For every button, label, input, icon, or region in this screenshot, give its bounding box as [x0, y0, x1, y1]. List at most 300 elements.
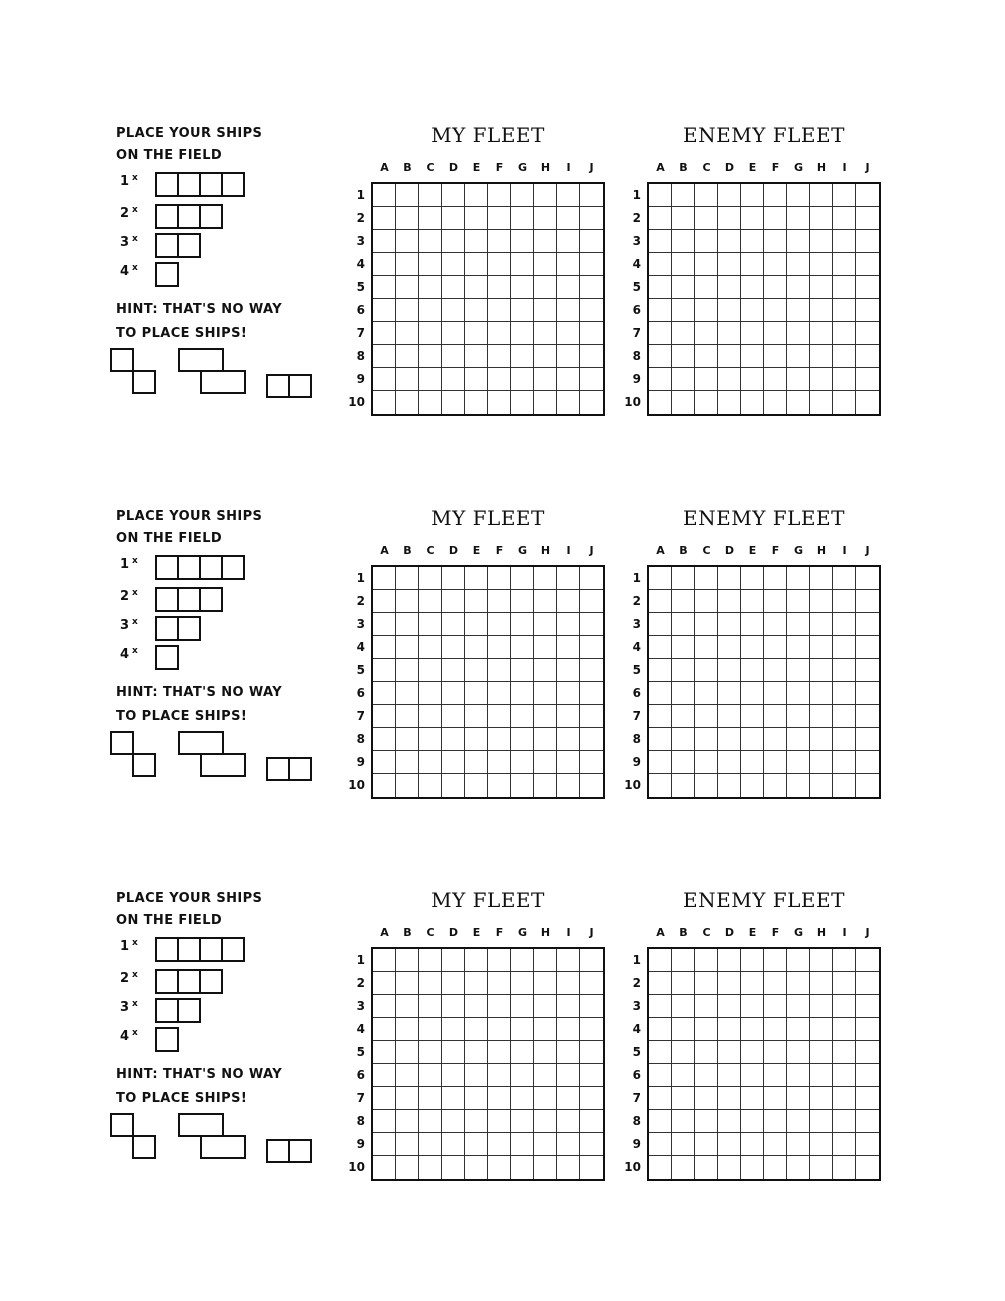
grid-cell[interactable]	[672, 322, 695, 345]
grid-cell[interactable]	[672, 1110, 695, 1133]
grid-cell[interactable]	[488, 391, 511, 414]
grid-cell[interactable]	[511, 276, 534, 299]
grid-cell[interactable]	[833, 636, 856, 659]
grid-cell[interactable]	[465, 253, 488, 276]
grid-cell[interactable]	[511, 1110, 534, 1133]
grid-cell[interactable]	[580, 751, 603, 774]
grid-cell[interactable]	[764, 774, 787, 797]
grid-cell[interactable]	[465, 949, 488, 972]
grid-cell[interactable]	[534, 1087, 557, 1110]
grid-cell[interactable]	[810, 682, 833, 705]
grid-cell[interactable]	[534, 949, 557, 972]
grid-cell[interactable]	[649, 184, 672, 207]
grid-cell[interactable]	[695, 682, 718, 705]
grid-cell[interactable]	[810, 590, 833, 613]
grid-cell[interactable]	[534, 567, 557, 590]
grid-cell[interactable]	[580, 1110, 603, 1133]
grid-cell[interactable]	[534, 682, 557, 705]
grid-cell[interactable]	[741, 590, 764, 613]
grid-cell[interactable]	[373, 276, 396, 299]
grid-cell[interactable]	[649, 636, 672, 659]
grid-cell[interactable]	[373, 567, 396, 590]
grid-cell[interactable]	[810, 705, 833, 728]
grid-cell[interactable]	[810, 299, 833, 322]
grid-cell[interactable]	[488, 184, 511, 207]
grid-cell[interactable]	[741, 1110, 764, 1133]
grid-cell[interactable]	[534, 705, 557, 728]
grid-cell[interactable]	[396, 391, 419, 414]
grid-cell[interactable]	[649, 705, 672, 728]
grid-cell[interactable]	[810, 368, 833, 391]
grid-cell[interactable]	[580, 972, 603, 995]
grid-cell[interactable]	[810, 567, 833, 590]
grid-cell[interactable]	[810, 1041, 833, 1064]
grid-cell[interactable]	[672, 705, 695, 728]
grid-cell[interactable]	[695, 728, 718, 751]
grid-cell[interactable]	[511, 949, 534, 972]
grid-cell[interactable]	[649, 1156, 672, 1179]
grid-cell[interactable]	[672, 636, 695, 659]
grid-cell[interactable]	[787, 705, 810, 728]
grid-cell[interactable]	[741, 322, 764, 345]
grid-cell[interactable]	[373, 253, 396, 276]
grid-cell[interactable]	[534, 972, 557, 995]
grid-cell[interactable]	[764, 728, 787, 751]
grid-cell[interactable]	[419, 1087, 442, 1110]
grid-cell[interactable]	[695, 207, 718, 230]
grid-cell[interactable]	[511, 774, 534, 797]
grid-cell[interactable]	[534, 751, 557, 774]
grid-cell[interactable]	[718, 230, 741, 253]
grid-cell[interactable]	[741, 613, 764, 636]
grid-cell[interactable]	[695, 949, 718, 972]
grid-cell[interactable]	[373, 1133, 396, 1156]
grid-cell[interactable]	[718, 682, 741, 705]
grid-cell[interactable]	[373, 751, 396, 774]
grid-cell[interactable]	[787, 1156, 810, 1179]
grid-cell[interactable]	[534, 368, 557, 391]
grid-cell[interactable]	[396, 299, 419, 322]
grid-cell[interactable]	[833, 613, 856, 636]
grid-cell[interactable]	[787, 774, 810, 797]
grid-cell[interactable]	[787, 995, 810, 1018]
grid-cell[interactable]	[856, 1133, 879, 1156]
grid-cell[interactable]	[833, 972, 856, 995]
grid-cell[interactable]	[764, 682, 787, 705]
grid-cell[interactable]	[488, 345, 511, 368]
grid-cell[interactable]	[465, 207, 488, 230]
grid-cell[interactable]	[764, 1156, 787, 1179]
grid-cell[interactable]	[488, 613, 511, 636]
grid-cell[interactable]	[787, 682, 810, 705]
grid-cell[interactable]	[833, 751, 856, 774]
grid-cell[interactable]	[465, 1156, 488, 1179]
grid-cell[interactable]	[672, 391, 695, 414]
grid-cell[interactable]	[488, 230, 511, 253]
grid-cell[interactable]	[764, 207, 787, 230]
grid-cell[interactable]	[534, 345, 557, 368]
grid-cell[interactable]	[534, 299, 557, 322]
grid-cell[interactable]	[488, 972, 511, 995]
grid-cell[interactable]	[787, 636, 810, 659]
grid-cell[interactable]	[787, 567, 810, 590]
grid-cell[interactable]	[373, 1064, 396, 1087]
grid-cell[interactable]	[511, 1064, 534, 1087]
grid-cell[interactable]	[557, 774, 580, 797]
grid-cell[interactable]	[718, 253, 741, 276]
grid-cell[interactable]	[833, 1087, 856, 1110]
grid-cell[interactable]	[718, 184, 741, 207]
grid-cell[interactable]	[649, 774, 672, 797]
grid-cell[interactable]	[442, 345, 465, 368]
grid-cell[interactable]	[488, 705, 511, 728]
grid-cell[interactable]	[787, 751, 810, 774]
grid-cell[interactable]	[419, 567, 442, 590]
grid-cell[interactable]	[396, 276, 419, 299]
grid-cell[interactable]	[488, 368, 511, 391]
grid-cell[interactable]	[488, 995, 511, 1018]
grid-cell[interactable]	[787, 1087, 810, 1110]
grid-cell[interactable]	[649, 253, 672, 276]
grid-cell[interactable]	[557, 636, 580, 659]
grid-cell[interactable]	[856, 949, 879, 972]
grid-cell[interactable]	[557, 751, 580, 774]
grid-cell[interactable]	[488, 1156, 511, 1179]
grid-cell[interactable]	[511, 299, 534, 322]
grid-cell[interactable]	[764, 972, 787, 995]
grid-cell[interactable]	[488, 682, 511, 705]
grid-cell[interactable]	[557, 299, 580, 322]
grid-cell[interactable]	[764, 276, 787, 299]
grid-cell[interactable]	[488, 659, 511, 682]
grid-cell[interactable]	[465, 299, 488, 322]
grid-cell[interactable]	[695, 659, 718, 682]
grid-cell[interactable]	[833, 682, 856, 705]
grid-cell[interactable]	[695, 1064, 718, 1087]
grid-cell[interactable]	[833, 322, 856, 345]
grid-cell[interactable]	[787, 322, 810, 345]
grid-cell[interactable]	[649, 1064, 672, 1087]
grid-cell[interactable]	[649, 391, 672, 414]
grid-cell[interactable]	[557, 322, 580, 345]
grid-cell[interactable]	[396, 1018, 419, 1041]
grid-cell[interactable]	[741, 207, 764, 230]
grid-cell[interactable]	[465, 636, 488, 659]
grid-cell[interactable]	[764, 567, 787, 590]
grid-cell[interactable]	[465, 391, 488, 414]
grid-cell[interactable]	[442, 1064, 465, 1087]
grid-cell[interactable]	[856, 299, 879, 322]
grid-cell[interactable]	[580, 1064, 603, 1087]
grid-cell[interactable]	[856, 682, 879, 705]
grid-cell[interactable]	[488, 636, 511, 659]
grid-cell[interactable]	[856, 230, 879, 253]
grid-cell[interactable]	[534, 1064, 557, 1087]
grid-cell[interactable]	[442, 590, 465, 613]
grid-cell[interactable]	[741, 567, 764, 590]
grid-cell[interactable]	[488, 567, 511, 590]
grid-cell[interactable]	[396, 184, 419, 207]
grid-cell[interactable]	[488, 949, 511, 972]
grid-cell[interactable]	[557, 590, 580, 613]
grid-cell[interactable]	[741, 1018, 764, 1041]
grid-cell[interactable]	[741, 751, 764, 774]
grid-cell[interactable]	[672, 659, 695, 682]
grid-cell[interactable]	[649, 972, 672, 995]
grid-cell[interactable]	[695, 705, 718, 728]
grid-cell[interactable]	[741, 1133, 764, 1156]
grid-cell[interactable]	[396, 322, 419, 345]
grid-cell[interactable]	[465, 728, 488, 751]
grid-cell[interactable]	[695, 751, 718, 774]
grid-cell[interactable]	[442, 1087, 465, 1110]
grid-cell[interactable]	[833, 728, 856, 751]
grid-cell[interactable]	[373, 774, 396, 797]
grid-cell[interactable]	[488, 774, 511, 797]
grid-cell[interactable]	[534, 184, 557, 207]
grid-cell[interactable]	[580, 682, 603, 705]
grid-cell[interactable]	[373, 230, 396, 253]
grid-cell[interactable]	[465, 613, 488, 636]
grid-cell[interactable]	[695, 590, 718, 613]
grid-cell[interactable]	[810, 230, 833, 253]
grid-cell[interactable]	[488, 322, 511, 345]
grid-cell[interactable]	[695, 1133, 718, 1156]
grid-cell[interactable]	[741, 995, 764, 1018]
grid-cell[interactable]	[810, 949, 833, 972]
grid-cell[interactable]	[511, 253, 534, 276]
grid-cell[interactable]	[741, 774, 764, 797]
grid-cell[interactable]	[534, 1110, 557, 1133]
grid-cell[interactable]	[396, 1156, 419, 1179]
grid-cell[interactable]	[787, 276, 810, 299]
grid-cell[interactable]	[511, 682, 534, 705]
grid-cell[interactable]	[534, 253, 557, 276]
grid-cell[interactable]	[465, 567, 488, 590]
grid-cell[interactable]	[465, 1087, 488, 1110]
grid-cell[interactable]	[557, 230, 580, 253]
grid-cell[interactable]	[856, 774, 879, 797]
grid-cell[interactable]	[419, 1133, 442, 1156]
grid-cell[interactable]	[856, 728, 879, 751]
grid-cell[interactable]	[787, 368, 810, 391]
grid-cell[interactable]	[833, 1018, 856, 1041]
grid-cell[interactable]	[695, 1041, 718, 1064]
grid-cell[interactable]	[672, 184, 695, 207]
grid-cell[interactable]	[741, 391, 764, 414]
grid-cell[interactable]	[373, 590, 396, 613]
grid-cell[interactable]	[810, 1087, 833, 1110]
grid-cell[interactable]	[787, 613, 810, 636]
grid-cell[interactable]	[419, 1110, 442, 1133]
grid-cell[interactable]	[580, 253, 603, 276]
grid-cell[interactable]	[580, 391, 603, 414]
grid-cell[interactable]	[373, 207, 396, 230]
grid-cell[interactable]	[442, 636, 465, 659]
grid-cell[interactable]	[833, 590, 856, 613]
grid-cell[interactable]	[534, 613, 557, 636]
grid-cell[interactable]	[695, 276, 718, 299]
grid-cell[interactable]	[557, 1087, 580, 1110]
grid-cell[interactable]	[718, 613, 741, 636]
grid-cell[interactable]	[764, 391, 787, 414]
grid-cell[interactable]	[856, 659, 879, 682]
grid-cell[interactable]	[787, 1133, 810, 1156]
grid-cell[interactable]	[718, 659, 741, 682]
grid-cell[interactable]	[557, 207, 580, 230]
grid-cell[interactable]	[465, 345, 488, 368]
grid-cell[interactable]	[373, 184, 396, 207]
grid-cell[interactable]	[764, 1133, 787, 1156]
grid-cell[interactable]	[442, 751, 465, 774]
grid-cell[interactable]	[672, 230, 695, 253]
grid-cell[interactable]	[465, 1133, 488, 1156]
grid-cell[interactable]	[442, 1133, 465, 1156]
grid-cell[interactable]	[419, 1156, 442, 1179]
grid-cell[interactable]	[396, 1087, 419, 1110]
grid-cell[interactable]	[856, 1041, 879, 1064]
grid-cell[interactable]	[833, 1041, 856, 1064]
grid-cell[interactable]	[511, 230, 534, 253]
grid-cell[interactable]	[580, 995, 603, 1018]
grid-cell[interactable]	[649, 299, 672, 322]
grid-cell[interactable]	[833, 345, 856, 368]
grid-cell[interactable]	[856, 995, 879, 1018]
grid-cell[interactable]	[649, 995, 672, 1018]
grid-cell[interactable]	[419, 368, 442, 391]
grid-cell[interactable]	[695, 1087, 718, 1110]
grid-cell[interactable]	[810, 207, 833, 230]
grid-cell[interactable]	[718, 972, 741, 995]
grid-cell[interactable]	[511, 1087, 534, 1110]
grid-cell[interactable]	[534, 391, 557, 414]
grid-cell[interactable]	[511, 1156, 534, 1179]
grid-cell[interactable]	[557, 391, 580, 414]
grid-cell[interactable]	[511, 368, 534, 391]
grid-cell[interactable]	[396, 1041, 419, 1064]
grid-cell[interactable]	[373, 345, 396, 368]
grid-cell[interactable]	[488, 728, 511, 751]
grid-cell[interactable]	[534, 774, 557, 797]
grid-cell[interactable]	[810, 995, 833, 1018]
grid-cell[interactable]	[557, 567, 580, 590]
grid-cell[interactable]	[511, 705, 534, 728]
grid-cell[interactable]	[810, 613, 833, 636]
grid-cell[interactable]	[810, 1133, 833, 1156]
grid-cell[interactable]	[787, 230, 810, 253]
grid-cell[interactable]	[488, 276, 511, 299]
grid-cell[interactable]	[764, 345, 787, 368]
grid-cell[interactable]	[419, 345, 442, 368]
grid-cell[interactable]	[672, 1133, 695, 1156]
grid-cell[interactable]	[764, 230, 787, 253]
grid-cell[interactable]	[718, 1087, 741, 1110]
grid-cell[interactable]	[442, 322, 465, 345]
grid-cell[interactable]	[695, 1110, 718, 1133]
grid-cell[interactable]	[787, 184, 810, 207]
grid-cell[interactable]	[511, 1133, 534, 1156]
grid-cell[interactable]	[695, 636, 718, 659]
grid-cell[interactable]	[419, 751, 442, 774]
grid-cell[interactable]	[649, 682, 672, 705]
grid-cell[interactable]	[442, 1041, 465, 1064]
grid-cell[interactable]	[534, 207, 557, 230]
grid-cell[interactable]	[672, 774, 695, 797]
grid-cell[interactable]	[649, 368, 672, 391]
grid-cell[interactable]	[580, 1041, 603, 1064]
grid-cell[interactable]	[810, 276, 833, 299]
grid-cell[interactable]	[856, 972, 879, 995]
grid-cell[interactable]	[580, 1156, 603, 1179]
grid-cell[interactable]	[764, 253, 787, 276]
grid-cell[interactable]	[695, 230, 718, 253]
grid-cell[interactable]	[465, 995, 488, 1018]
grid-cell[interactable]	[580, 1018, 603, 1041]
grid-cell[interactable]	[741, 949, 764, 972]
grid-cell[interactable]	[396, 207, 419, 230]
grid-cell[interactable]	[557, 728, 580, 751]
grid-cell[interactable]	[396, 972, 419, 995]
grid-cell[interactable]	[557, 1041, 580, 1064]
grid-cell[interactable]	[419, 682, 442, 705]
grid-cell[interactable]	[419, 1018, 442, 1041]
grid-cell[interactable]	[741, 972, 764, 995]
grid-cell[interactable]	[764, 1064, 787, 1087]
grid-cell[interactable]	[465, 972, 488, 995]
grid-cell[interactable]	[741, 659, 764, 682]
grid-cell[interactable]	[856, 391, 879, 414]
grid-cell[interactable]	[833, 774, 856, 797]
grid-cell[interactable]	[465, 682, 488, 705]
grid-cell[interactable]	[419, 659, 442, 682]
grid-cell[interactable]	[557, 705, 580, 728]
grid-cell[interactable]	[833, 184, 856, 207]
grid-cell[interactable]	[649, 659, 672, 682]
grid-cell[interactable]	[534, 1041, 557, 1064]
grid-cell[interactable]	[695, 567, 718, 590]
grid-cell[interactable]	[810, 1064, 833, 1087]
grid-cell[interactable]	[810, 636, 833, 659]
grid-cell[interactable]	[718, 751, 741, 774]
grid-cell[interactable]	[672, 1018, 695, 1041]
grid-cell[interactable]	[718, 590, 741, 613]
grid-cell[interactable]	[833, 567, 856, 590]
grid-cell[interactable]	[672, 345, 695, 368]
grid-cell[interactable]	[810, 751, 833, 774]
grid-cell[interactable]	[373, 1041, 396, 1064]
grid-cell[interactable]	[833, 1156, 856, 1179]
grid-cell[interactable]	[557, 682, 580, 705]
grid-cell[interactable]	[442, 184, 465, 207]
grid-cell[interactable]	[718, 1110, 741, 1133]
grid-cell[interactable]	[833, 391, 856, 414]
grid-cell[interactable]	[442, 659, 465, 682]
grid-cell[interactable]	[396, 705, 419, 728]
grid-cell[interactable]	[718, 299, 741, 322]
grid-cell[interactable]	[649, 613, 672, 636]
grid-cell[interactable]	[856, 1110, 879, 1133]
grid-cell[interactable]	[718, 207, 741, 230]
grid-cell[interactable]	[511, 636, 534, 659]
grid-cell[interactable]	[465, 1041, 488, 1064]
grid-cell[interactable]	[649, 345, 672, 368]
grid-cell[interactable]	[373, 299, 396, 322]
grid-cell[interactable]	[465, 659, 488, 682]
grid-cell[interactable]	[557, 1110, 580, 1133]
grid-cell[interactable]	[649, 1041, 672, 1064]
grid-cell[interactable]	[741, 230, 764, 253]
grid-cell[interactable]	[833, 949, 856, 972]
